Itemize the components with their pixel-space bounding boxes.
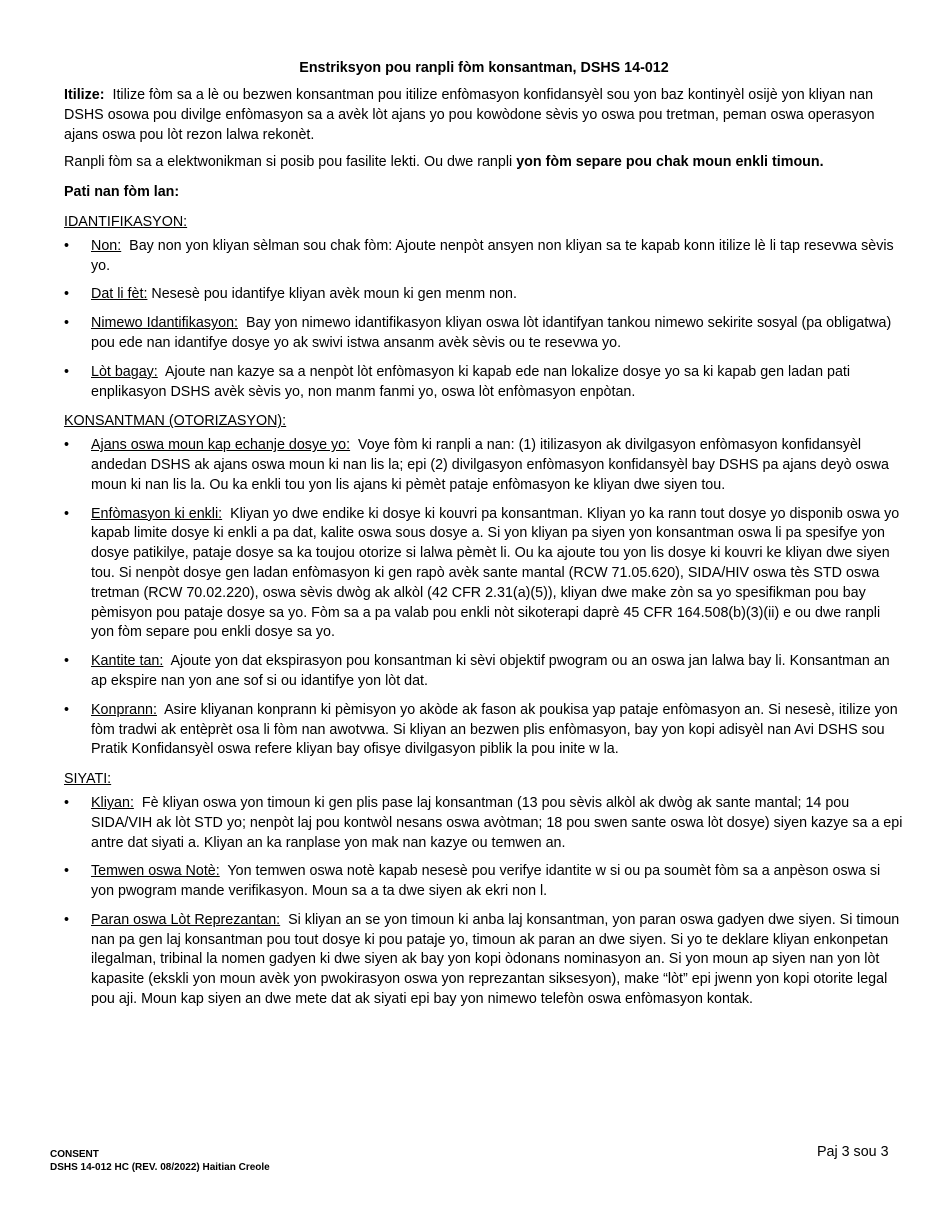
item-label: Dat li fèt:: [91, 286, 148, 303]
item-text: Nesesè pou idantifye kliyan avèk moun ki gen menm non.: [151, 286, 517, 303]
document-title: Enstriksyon pou ranpli fòm konsantman, DSHS 14-012: [299, 60, 669, 76]
footer-consent-label: CONSENT: [50, 1149, 99, 1160]
list-item: • Lòt bagay: Ajoute nan kazye sa a nenpòt lòt enfòmasyon ki kapab ede nan lokalize dosye yo sa ki kapab gen ladan pati enplikasyon DSHS avèk sèvis yo, non manm fanmi yo, oswa lòt enfòmasyon enpòtan.: [64, 363, 851, 400]
list-item: • Paran oswa Lòt Reprezantan: Si kliyan an se yon timoun ki anba laj konsantman, yon paran oswa gadyen dwe siyen. Si timoun nan pa gen laj konsantman pou tout dosye ki pou pataje yo, timoun ak paran an dwe siyen. Si yo te deklare kliyan enkonpetan ilegalman, tribinal la nomen gadyen ki dwe siyen ak bay yon kopi òdonans nominasyon an. Si yon moun ap siyen nan yon lòt kapasite (ekskli yon moun avèk yon pwokirasyon oswa yon reprezantan siksesyon), make “lòt” epi jwenn yon kopi otorite legal pou aji. Moun kap siyen an dwe mete dat ak siyati epi bay yon nimewo telefòn oswa enfòmasyon kontak.: [64, 911, 900, 1008]
item-label: Nimewo Idantifikasyon:: [91, 315, 239, 332]
list-item: • Kliyan: Fè kliyan oswa yon timoun ki gen plis pase laj konsantman (13 pou sèvis alkòl ak dwòg ak sante mantal; 14 pou SIDA/VIH ak lòt STD yo; nenpòt laj pou kontwòl nesans oswa avòtman; 18 pou swen sante oswa lòt dosye) siyen kazye sa a epi antre dat siyati a. Kliyan an ka ranplase yon mak nan kazye ou temwen an.: [64, 794, 903, 851]
item-text: Asire kliyanan konprann ki pèmisyon yo akòde ak fason ak poukisa yap pataje enfòmasyon an. Si nesesè, itilize yon fòm tradwi ak entèprèt osa li fòm nan awotvwa. Si kliyan an bezwen plis enfòmasyon, bay yon kopi adisyèl nan Avi DSHS sou Pratik Konfidansyèl oswa refere kliyan bay ofisye divilgasyon piblik la pou inite w la.: [91, 701, 898, 758]
list-item: • Kantite tan: Ajoute yon dat ekspirasyon pou konsantman ki sèvi objektif pwogram ou an oswa jan lalwa bay li. Konsantman an ap ekspire nan yon ane sof si ou idantifye yon lòt dat.: [64, 653, 890, 689]
item-label: Kliyan:: [91, 794, 134, 811]
electronic-text: Ranpli fòm sa a elektwonikman si posib pou fasilite lekti. Ou dwe ranpli: [64, 154, 513, 171]
section-list-consent: [64, 436, 904, 760]
section-list-identification: [64, 237, 904, 403]
intro-text: Itilize fòm sa a lè ou bezwen konsantman pou itilize enfòmasyon konfidansyèl sou yon baz kontinyèl osijè yon kliyan nan DSHS osowa pou divilge enfòmasyon sa a avèk lòt ajans yo pou kowòdone sèvis yo oswa pou tretman, peman oswa operasyon ajans oswa pou lòt rezon lalwa rekonèt.: [64, 87, 875, 143]
item-label: Temwen oswa Notè:: [91, 863, 220, 880]
document-body: [64, 60, 904, 1019]
list-item: • Non: Bay non yon kliyan sèlman sou chak fòm: Ajoute nenpòt ansyen non kliyan sa te kapab konn itilize lè li tap resevwa sèvis yo.: [64, 237, 894, 274]
list-item: • Temwen oswa Notè: Yon temwen oswa notè kapab nesesè pou verifye idantite w si ou pa soumèt fòm sa a anpèson oswa si yon pwogram mande verifikasyon. Moun sa a ta dwe siyen ak ekri non l.: [64, 863, 881, 900]
list-item: • Konprann: Asire kliyanan konprann ki pèmisyon yo akòde ak fason ak poukisa yap pataje enfòmasyon an. Si nesesè, itilize yon fòm tradwi ak entèprèt osa li fòm nan awotvwa. Si kliyan an bezwen plis enfòmasyon, bay yon kopi adisyèl nan Avi DSHS sou Pratik Konfidansyèl oswa refere kliyan bay ofisye divilgasyon piblik la pou inite w la.: [64, 701, 898, 758]
item-text: Kliyan yo dwe endike ki dosye ki kouvri pa konsantman. Kliyan yo ka rann tout dosye yo disponib oswa yo kapab limite dosye ki enkli a pa dat, kalite oswa sous dosye a. Si yon kliyan pa siyen yon konsantman oswa li pa spesifye yon dosye patikilye, pataje dosye sa ka toujou otorize si lalwa pèmèt li. Ou ka ajoute tou yon lis dosye ki kouvri ke kliyan dwe siyen tou. Si nenpòt dosye gen ladan enfòmasyon ki gen rapò avèk sante mantal (RCW 71.05.620), SIDA/HIV oswa tès STD oswa tretman (RCW 70.02.220), oswa sèvis dwòg ak alkòl (42 CFR 2.31(a)(5)), kliyan dwe make zòn sa yo spesifikman pou bay pèmisyon pou pataje dosye sa yo. Fòm sa a pa valab pou enkli nòt sikoterapi daprè 45 CFR 164.508(b)(3)(ii) e ou dwe ranpli yon fòm separe pou enkli dosye sa yo.: [91, 505, 900, 641]
section-heading-consent: KONSANTMAN (OTORIZASYON):: [64, 413, 287, 430]
item-text: Yon temwen oswa notè kapab nesesè pou verifye idantite w si ou pa soumèt fòm sa a anpèson oswa si yon pwogram mande verifikasyon. Moun sa a ta dwe siyen ak ekri non l.: [91, 863, 881, 900]
item-text: Voye fòm ki ranpli a nan: (1) itilizasyon ak divilgasyon enfòmasyon konfidansyèl andedan DSHS ak ajans oswa moun ki nan lis la; epi (2) divilgasyon enfòmasyon konfidansyèl bay DSHS pa ajans deyò oswa moun ki nan lis la. Ou ka enkli tou yon lis ajans ki pèmèt pataje enfòmasyon ke kliyan dwe siyen tou.: [91, 437, 889, 493]
electronic-bold: yon fòm separe pou chak moun enkli timoun.: [516, 154, 824, 171]
item-text: Ajoute yon dat ekspirasyon pou konsantman ki sèvi objektif pwogram ou an oswa jan lalwa bay li. Konsantman an ap ekspire nan yon ane sof si ou idantifye yon lòt dat.: [91, 653, 890, 689]
item-text: Fè kliyan oswa yon timoun ki gen plis pase laj konsantman (13 pou sèvis alkòl ak dwòg ak sante mantal; 14 pou SIDA/VIH ak lòt STD yo; nenpòt laj pou kontwòl nesans oswa avòtman; 18 pou swen sante oswa lòt dosye) siyen kazye sa a epi antre dat siyati a. Kliyan an ka ranplase yon mak nan kazye ou temwen an.: [91, 794, 903, 851]
list-item: • Nimewo Idantifikasyon: Bay yon nimewo idantifikasyon kliyan oswa lòt idantifyan tankou nimewo sekirite sosyal (pa obligatwa) pou ede nan idantifye dosye yo ak swivi istwa ansanm avèk sèvis ou te resevwa yo.: [64, 315, 892, 351]
section-list-signature: [64, 794, 904, 1010]
item-text: Bay yon nimewo idantifikasyon kliyan oswa lòt idantifyan tankou nimewo sekirite sosyal (pa obligatwa) pou ede nan idantifye dosye yo ak swivi istwa ansanm avèk sèvis ou te resevwa yo.: [91, 315, 892, 351]
item-label: Ajans oswa moun kap echanje dosye yo:: [91, 437, 351, 454]
list-item: • Dat li fèt: Nesesè pou idantifye kliyan avèk moun ki gen menm non.: [64, 286, 517, 303]
list-item: • Ajans oswa moun kap echanje dosye yo: Voye fòm ki ranpli a nan: (1) itilizasyon ak divilgasyon enfòmasyon konfidansyèl andedan DSHS ak ajans oswa moun ki nan lis la; epi (2) divilgasyon enfòmasyon konfidansyèl bay DSHS pa ajans deyò oswa moun ki nan lis la. Ou ka enkli tou yon lis ajans ki pèmèt pataje enfòmasyon ke kliyan dwe siyen tou.: [64, 437, 889, 493]
page-number: Paj 3 sou 3: [817, 1144, 889, 1160]
footer-form-id: [50, 1148, 270, 1174]
item-label: Paran oswa Lòt Reprezantan:: [91, 911, 281, 928]
item-label: Non:: [91, 237, 122, 254]
footer-form-number: DSHS 14-012 HC (REV. 08/2022) Haitian Creole: [50, 1162, 270, 1173]
item-label: Enfòmasyon ki enkli:: [91, 505, 223, 522]
item-text: Ajoute nan kazye sa a nenpòt lòt enfòmasyon ki kapab ede nan lokalize dosye yo sa ki kapab gen ladan pati enplikasyon DSHS avèk sèvis yo, non manm fanmi yo, oswa lòt enfòmasyon enpòtan.: [91, 363, 851, 400]
item-text: Si kliyan an se yon timoun ki anba laj konsantman, yon paran oswa gadyen dwe siyen. Si timoun nan pa gen laj konsantman pou tout dosye ki pou pataje yo, timoun ak paran an dwe siyen. Si yo te deklare kliyan enkonpetan ilegalman, tribinal la nomen gadyen ki dwe siyen ak bay yon kopi òdonans nominasyon an. Si yon moun ap siyen nan yon lòt kapasite (ekskli yon moun avèk yon pwokirasyon oswa yon reprezantan siksesyon), make “lòt” epi jwenn yon kopi otorite legal pou aji. Moun kap siyen an dwe mete dat ak siyati epi bay yon nimewo telefòn oswa enfòmasyon kontak.: [91, 911, 900, 1008]
intro-label: Itilize:: [64, 87, 105, 103]
section-heading-signature: SIYATI:: [64, 771, 112, 788]
electronic-paragraph: [64, 153, 904, 173]
list-item: • Enfòmasyon ki enkli: Kliyan yo dwe endike ki dosye ki kouvri pa konsantman. Kliyan yo ka rann tout dosye yo disponib oswa yo kapab limite dosye ki enkli a pa dat, kalite oswa sous dosye a. Si yon kliyan pa siyen yon konsantman oswa li pa spesifye yon dosye patikilye, pataje dosye sa ka toujou otorize si lalwa pèmèt li. Ou ka ajoute tou yon lis dosye ki kouvri ke kliyan dwe siyen tou. Si nenpòt dosye gen ladan enfòmasyon ki gen rapò avèk sante mantal (RCW 71.05.620), SIDA/HIV oswa tès STD oswa tretman (RCW 70.02.220), oswa sèvis dwòg ak alkòl (42 CFR 2.31(a)(5)), kliyan dwe make zòn sa yo spesifikman pou bay pèmisyon pou pataje dosye sa yo. Fòm sa a pa valab pou enkli nòt sikoterapi daprè 45 CFR 164.508(b)(3)(ii) e ou dwe ranpli yon fòm separe pou enkli dosye sa yo.: [64, 505, 900, 641]
item-text: Bay non yon kliyan sèlman sou chak fòm: Ajoute nenpòt ansyen non kliyan sa te kapab konn itilize lè li tap resevwa sèvis yo.: [91, 237, 894, 274]
intro-paragraph: [64, 86, 904, 145]
section-heading-identification: IDANTIFIKASYON:: [64, 213, 188, 230]
item-label: Konprann:: [91, 701, 157, 718]
parts-heading: Pati nan fòm lan:: [64, 184, 180, 201]
item-label: Kantite tan:: [91, 653, 164, 670]
item-label: Lòt bagay:: [91, 363, 158, 380]
